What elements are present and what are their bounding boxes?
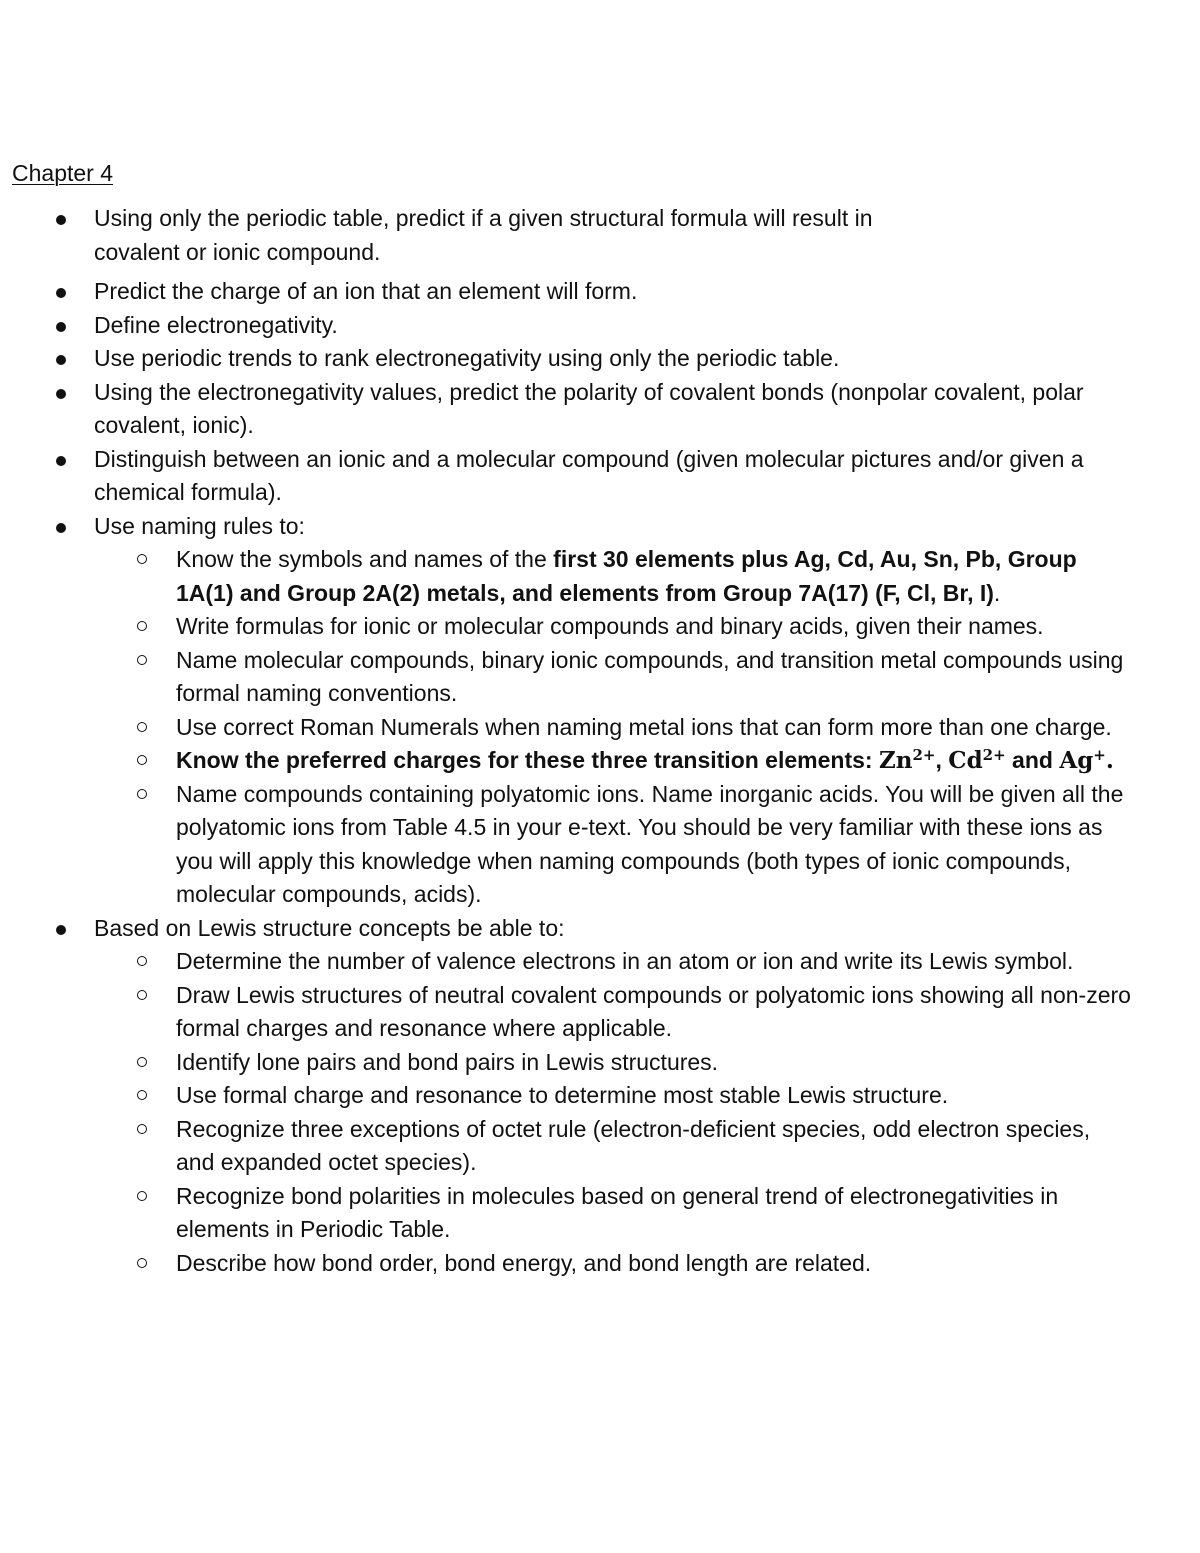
sub-list-item (0, 1113, 1145, 1180)
list-item-text: Using only the periodic table, predict if a given structural formula will result in covalent or ionic compound. (94, 205, 873, 265)
sub-item-text: Write formulas for ionic or molecular compounds and binary acids, given their names. (176, 613, 1044, 639)
sub-item-text: Determine the number of valence electrons in an atom or ion and write its Lewis symbol. (176, 948, 1074, 974)
sub-list (94, 945, 1145, 1280)
list-item (0, 510, 1200, 912)
sub-list-item (0, 945, 1145, 979)
separator-and: and (1005, 747, 1060, 773)
sub-list-item (0, 644, 1145, 711)
list-item (0, 376, 1200, 443)
sub-list-item (0, 778, 1145, 912)
bullet-icon (56, 288, 66, 298)
separator-comma: , (935, 747, 949, 773)
sub-list-item (0, 1247, 1145, 1281)
circle-bullet-icon (137, 956, 147, 966)
bullet-icon (56, 523, 66, 533)
sub-item-text: Name compounds containing polyatomic ions. Name inorganic acids. You will be given all the polyatomic ions from Table 4.5 in your e-text. You should be very familiar with these ions as you will apply this knowledge when naming compounds (both types of ionic compounds, molecular compounds, acids). (176, 780, 1124, 907)
circle-bullet-icon (137, 1258, 147, 1268)
sub-item-text-end: . (993, 579, 1001, 606)
list-item (0, 309, 1200, 343)
sub-list-item (0, 744, 1145, 778)
sub-item-text: Describe how bond order, bond energy, and bond length are related. (176, 1249, 872, 1276)
bullet-icon (56, 322, 66, 332)
ion-silver-symbol: Ag (1059, 747, 1094, 774)
list-item-text: Use periodic trends to rank electronegativity using only the periodic table. (94, 345, 840, 371)
sub-list (94, 543, 1145, 912)
sub-list-item (0, 543, 1145, 610)
list-item-text: Predict the charge of an ion that an element will form. (94, 278, 638, 304)
list-item (0, 202, 1009, 269)
circle-bullet-icon (137, 1124, 147, 1134)
sub-item-text: Use formal charge and resonance to determine most stable Lewis structure. (176, 1082, 949, 1108)
circle-bullet-icon (137, 1191, 147, 1201)
circle-bullet-icon (137, 755, 147, 765)
sub-item-text: Recognize bond polarities in molecules based on general trend of electronegativities in elements in Periodic Table. (176, 1182, 1059, 1242)
sub-item-text: Use correct Roman Numerals when naming metal ions that can form more than one charge. (176, 713, 1112, 740)
bullet-icon (56, 355, 66, 365)
sub-list-item (0, 1079, 1145, 1113)
circle-bullet-icon (137, 554, 147, 564)
ion-zinc-symbol: Zn (878, 747, 913, 774)
chapter-title: Chapter 4 (12, 160, 114, 186)
sub-item-text: Name molecular compounds, binary ionic compounds, and transition metal compounds using formal naming conventions. (176, 646, 1124, 706)
list-item-text: Use naming rules to: (94, 512, 305, 539)
objectives-list (0, 202, 1200, 1280)
circle-bullet-icon (137, 722, 147, 732)
ion-cadmium (948, 747, 1005, 774)
ion-cadmium-charge: 2+ (982, 746, 1006, 764)
bullet-icon (56, 389, 66, 399)
list-item (0, 275, 1200, 309)
bullet-icon (56, 456, 66, 466)
sub-item-bold-text: Know the preferred charges for these three transition elements: (176, 747, 879, 773)
circle-bullet-icon (137, 789, 147, 799)
sub-item-text: Draw Lewis structures of neutral covalent compounds or polyatomic ions showing all non-zero formal charges and resonance where applicable. (176, 981, 1131, 1041)
ion-zinc-charge: 2+ (912, 746, 936, 764)
ion-cadmium-symbol: Cd (948, 747, 983, 774)
circle-bullet-icon (137, 1057, 147, 1067)
sub-list-item (0, 1046, 1145, 1080)
list-item (0, 342, 1200, 376)
bullet-icon (56, 925, 66, 935)
ion-silver-charge: + (1093, 746, 1106, 764)
sub-list-item (0, 610, 1145, 644)
sub-item-bold-text: first 30 elements plus Ag, Cd, Au, Sn, Pb, Group 1A(1) and Group 2A(2) metals, and elements from Group 7A(17) (F, Cl, Br, I) (176, 546, 1077, 606)
ion-zinc (879, 747, 936, 774)
sentence-end: . (1105, 747, 1114, 774)
list-item (0, 912, 1200, 1281)
list-item-text: Based on Lewis structure concepts be able to: (94, 914, 565, 941)
sub-item-text: Know the symbols and names of the (176, 546, 554, 572)
sub-list-item (0, 711, 1145, 745)
list-item-text: Using the electronegativity values, predict the polarity of covalent bonds (nonpolar covalent, polar covalent, ionic). (94, 378, 1084, 438)
circle-bullet-icon (137, 990, 147, 1000)
sub-item-text: Recognize three exceptions of octet rule (electron-deficient species, odd electron species, and expanded octet species). (176, 1115, 1091, 1175)
bullet-icon (56, 215, 66, 225)
list-item (0, 443, 1200, 510)
ion-silver (1059, 747, 1106, 774)
circle-bullet-icon (137, 621, 147, 631)
sub-item-text: Identify lone pairs and bond pairs in Lewis structures. (176, 1048, 719, 1075)
sub-list-item (0, 1180, 1145, 1247)
list-item-text: Distinguish between an ionic and a molecular compound (given molecular pictures and/or given a chemical formula). (94, 445, 1084, 505)
circle-bullet-icon (137, 1090, 147, 1100)
circle-bullet-icon (137, 655, 147, 665)
list-item-text: Define electronegativity. (94, 311, 338, 338)
sub-list-item (0, 979, 1145, 1046)
